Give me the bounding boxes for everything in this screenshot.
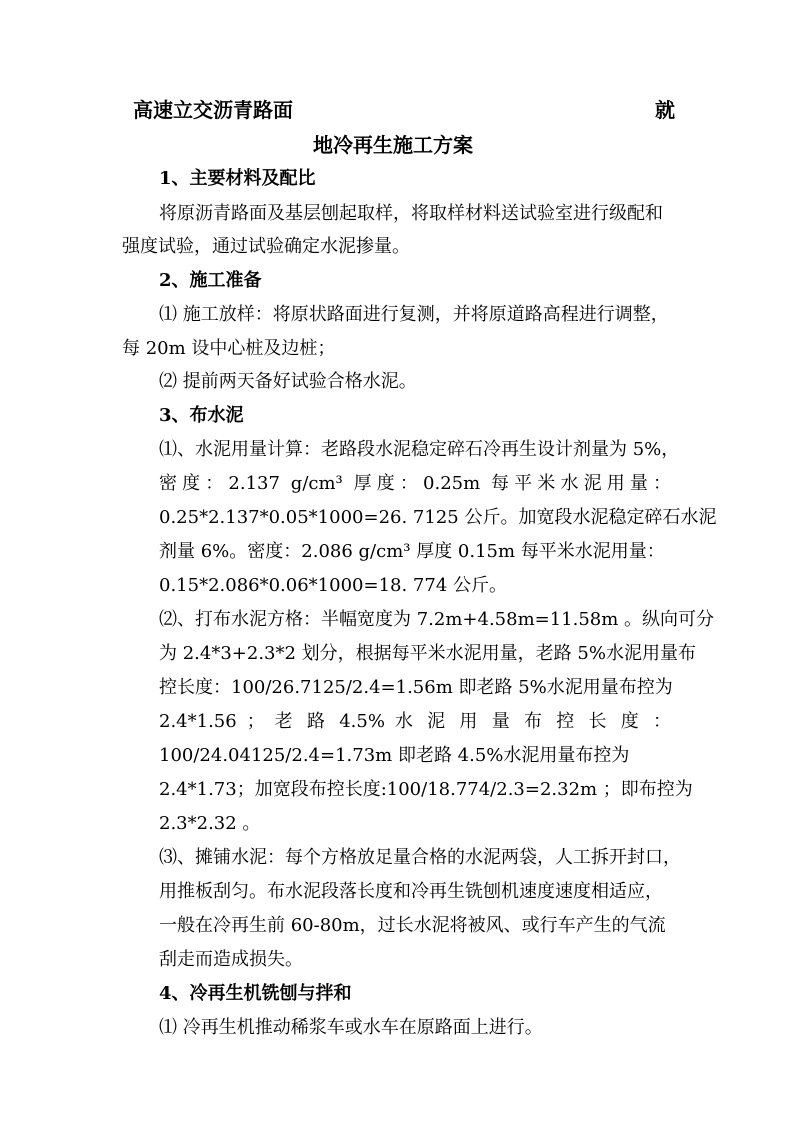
title-line2: 地冷再生施工方案 bbox=[313, 133, 473, 157]
paragraph-line: ⑵ 提前两天备好试验合格水泥。 bbox=[159, 371, 417, 392]
title-line1-right: 就 bbox=[655, 98, 675, 122]
paragraph-line: 剂量 6%。密度：2.086 g/cm³ 厚度 0.15m 每平米水泥用量： bbox=[159, 541, 665, 562]
paragraph-line: 控长度：100/26.7125/2.4=1.56m 即老路 5%水泥用量布控为 bbox=[159, 677, 673, 698]
paragraph-line: 刮走而造成损失。 bbox=[159, 949, 303, 970]
paragraph-line: ⑶、摊铺水泥：每个方格放足量合格的水泥两袋，人工拆开封口， bbox=[159, 847, 681, 868]
paragraph-line: 用推板刮匀。布水泥段落长度和冷再生铣刨机速度速度相适应， bbox=[159, 881, 663, 902]
section-2-heading: 2、施工准备 bbox=[159, 270, 262, 291]
section-1-heading: 1、主要材料及配比 bbox=[159, 168, 316, 189]
paragraph-line: 0.25*2.137*0.05*1000=26. 7125 公斤。加宽段水泥稳定碎石水泥 bbox=[159, 507, 717, 528]
paragraph-line: 密度：2.137 g/cm³ 厚度：0.25m 每平米水泥用量： bbox=[159, 473, 671, 494]
paragraph-line: ⑴ 冷再生机推动稀浆车或水车在原路面上进行。 bbox=[159, 1017, 543, 1038]
paragraph-line: 将原沥青路面及基层刨起取样，将取样材料送试验室进行级配和 bbox=[159, 203, 663, 224]
paragraph-line: 2.4*1.73；加宽段布控长度:100/18.774/2.3=2.32m ；即布控为 bbox=[159, 779, 693, 800]
paragraph-line: 0.15*2.086*0.06*1000=18. 774 公斤。 bbox=[159, 575, 508, 596]
section-3-heading: 3、布水泥 bbox=[159, 405, 244, 426]
paragraph-line: ⑴ 施工放样：将原状路面进行复测，并将原道路高程进行调整， bbox=[159, 304, 669, 325]
paragraph-line: ⑴、水泥用量计算：老路段水泥稳定碎石冷再生设计剂量为 5%， bbox=[159, 439, 680, 460]
paragraph-line: ⑵、打布水泥方格：半幅宽度为 7.2m+4.58m=11.58m 。纵向可分 bbox=[159, 609, 715, 630]
title-line1-left: 高速立交沥青路面 bbox=[133, 98, 293, 122]
paragraph-line: 强度试验，通过试验确定水泥掺量。 bbox=[122, 236, 410, 257]
paragraph-line: 每 20m 设中心桩及边桩； bbox=[122, 338, 336, 359]
paragraph-line: 100/24.04125/2.4=1.73m 即老路 4.5%水泥用量布控为 bbox=[159, 745, 630, 766]
section-4-heading: 4、冷再生机铣刨与拌和 bbox=[159, 983, 352, 1004]
paragraph-line: 2.4*1.56 ； 老 路 4.5% 水 泥 用 量 布 控 长 度 ： bbox=[159, 711, 671, 732]
paragraph-line: 2.3*2.32 。 bbox=[159, 813, 261, 834]
paragraph-line: 为 2.4*3+2.3*2 划分，根据每平米水泥用量，老路 5%水泥用量布 bbox=[159, 643, 696, 664]
paragraph-line: 一般在冷再生前 60-80m，过长水泥将被风、或行车产生的气流 bbox=[159, 915, 666, 936]
